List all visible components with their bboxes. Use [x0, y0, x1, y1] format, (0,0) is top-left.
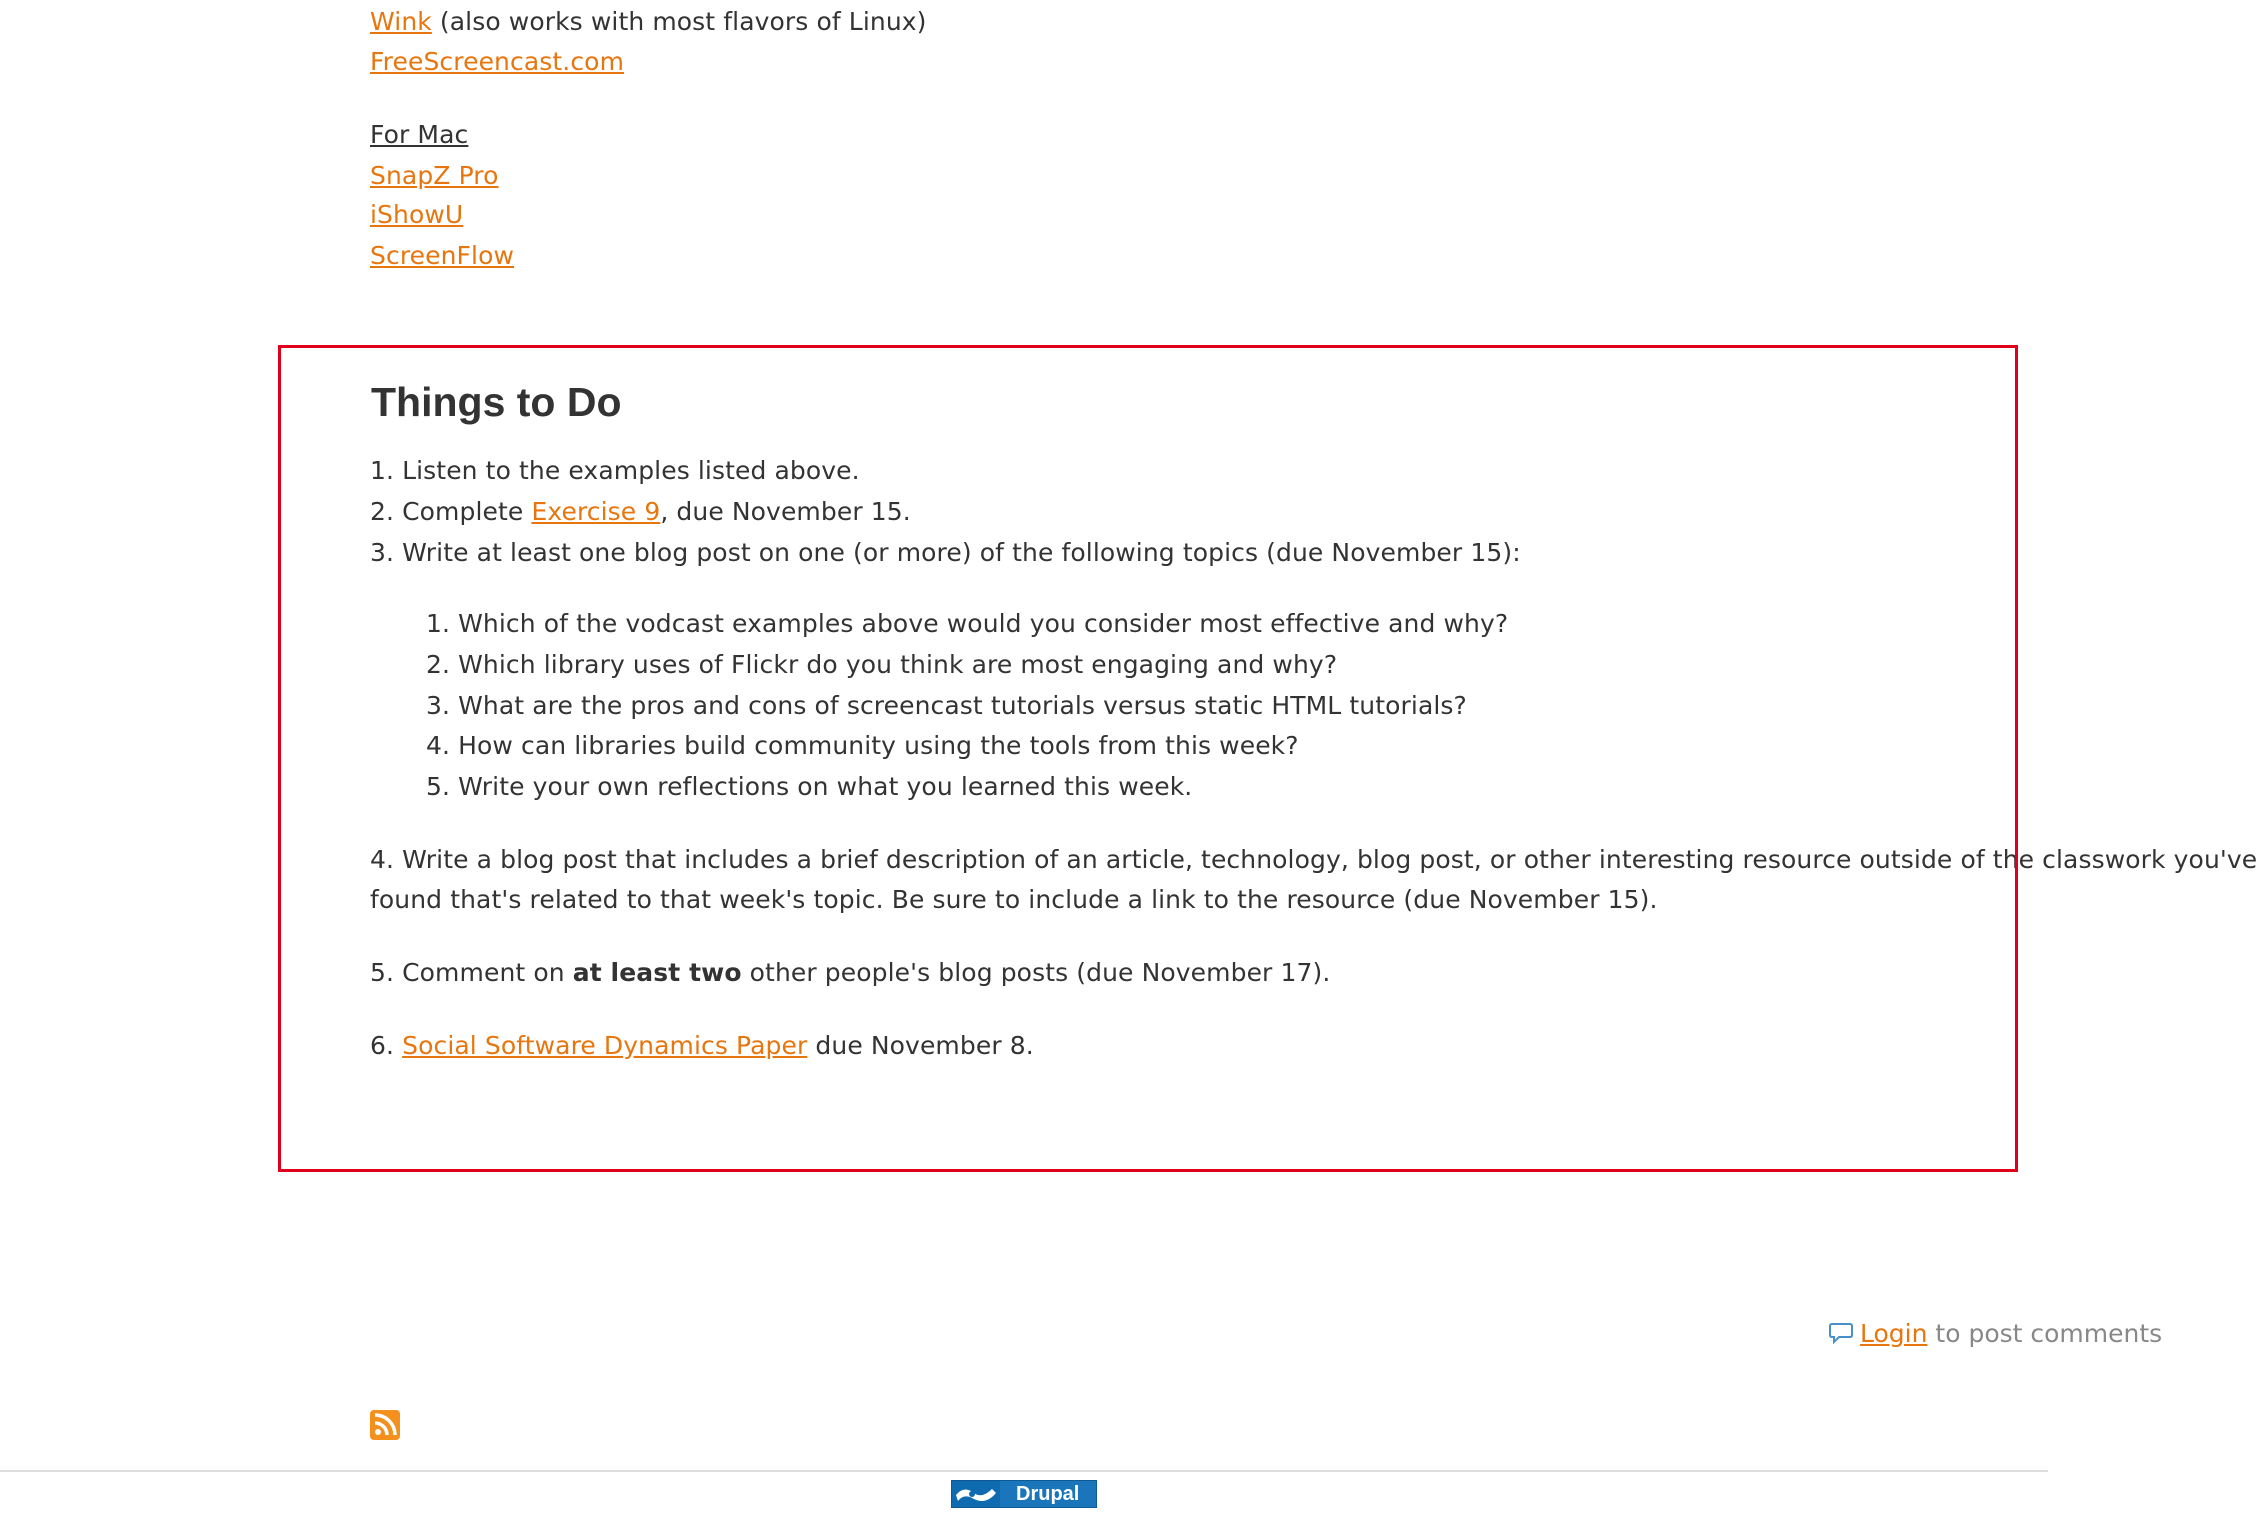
todo-item-6-prefix: 6.	[370, 1031, 403, 1060]
todo-item-5-suffix: other people's blog posts (due November 17).	[741, 958, 1331, 987]
todo-item-5-prefix: 5. Comment on	[370, 958, 573, 987]
todo-item-4-line-2: found that's related to that week's topic. Be sure to include a link to the resource (due November 15).	[370, 885, 1658, 914]
mac-heading	[370, 119, 468, 151]
wink-link[interactable]: Wink	[370, 7, 432, 36]
todo-item-6	[370, 1030, 1034, 1062]
tool-line-freescreencast	[370, 46, 624, 78]
footer-divider	[0, 1470, 2048, 1472]
login-link[interactable]: Login	[1860, 1319, 1928, 1348]
topic-item-2: 2. Which library uses of Flickr do you think are most engaging and why?	[426, 650, 1338, 679]
for-mac-link[interactable]: For Mac	[370, 120, 469, 149]
drupal-logo-icon	[952, 1481, 1000, 1507]
topic-item-5: 5. Write your own reflections on what you learned this week.	[426, 772, 1193, 801]
freescreencast-link[interactable]: FreeScreencast.com	[370, 47, 625, 76]
topic-item-3: 3. What are the pros and cons of screencast tutorials versus static HTML tutorials?	[426, 691, 1467, 720]
rss-glyph	[370, 1410, 400, 1440]
exercise-9-link[interactable]: Exercise 9	[531, 497, 661, 526]
tool-line-screenflow	[370, 240, 514, 272]
tool-line-wink	[370, 6, 927, 38]
topic-item-4: 4. How can libraries build community using the tools from this week?	[426, 731, 1299, 760]
todo-item-5	[370, 957, 1330, 989]
drupal-badge-text: Drupal	[1016, 1483, 1080, 1505]
tool-line-ishowu	[370, 199, 463, 231]
todo-item-1: 1. Listen to the examples listed above.	[370, 456, 860, 485]
comment-login-prompt	[1828, 1318, 2162, 1350]
screenflow-link[interactable]: ScreenFlow	[370, 241, 515, 270]
todo-item-6-suffix: due November 8.	[807, 1031, 1034, 1060]
comment-icon	[1828, 1320, 1854, 1346]
social-software-paper-link[interactable]: Social Software Dynamics Paper	[402, 1031, 808, 1060]
todo-item-5-emphasis: at least two	[572, 958, 742, 987]
snapz-pro-link[interactable]: SnapZ Pro	[370, 161, 499, 190]
todo-item-2-suffix: , due November 15.	[660, 497, 911, 526]
todo-item-4-line-1: 4. Write a blog post that includes a brief description of an article, technology, blog post, or other interesting resource outside of the classwork you've	[370, 845, 2257, 874]
ishowu-link[interactable]: iShowU	[370, 200, 464, 229]
tool-line-snapz	[370, 160, 499, 192]
topic-item-1: 1. Which of the vodcast examples above would you consider most effective and why?	[426, 609, 1509, 638]
rss-feed-icon[interactable]	[370, 1410, 400, 1440]
things-to-do-heading: Things to Do	[371, 379, 622, 425]
todo-item-2	[370, 496, 911, 528]
wink-note: (also works with most flavors of Linux)	[431, 7, 927, 36]
powered-by-drupal-badge[interactable]	[951, 1480, 1097, 1508]
login-suffix: to post comments	[1927, 1319, 2163, 1348]
todo-item-2-prefix: 2. Complete	[370, 497, 532, 526]
todo-item-3: 3. Write at least one blog post on one (or more) of the following topics (due November 15):	[370, 538, 1521, 567]
